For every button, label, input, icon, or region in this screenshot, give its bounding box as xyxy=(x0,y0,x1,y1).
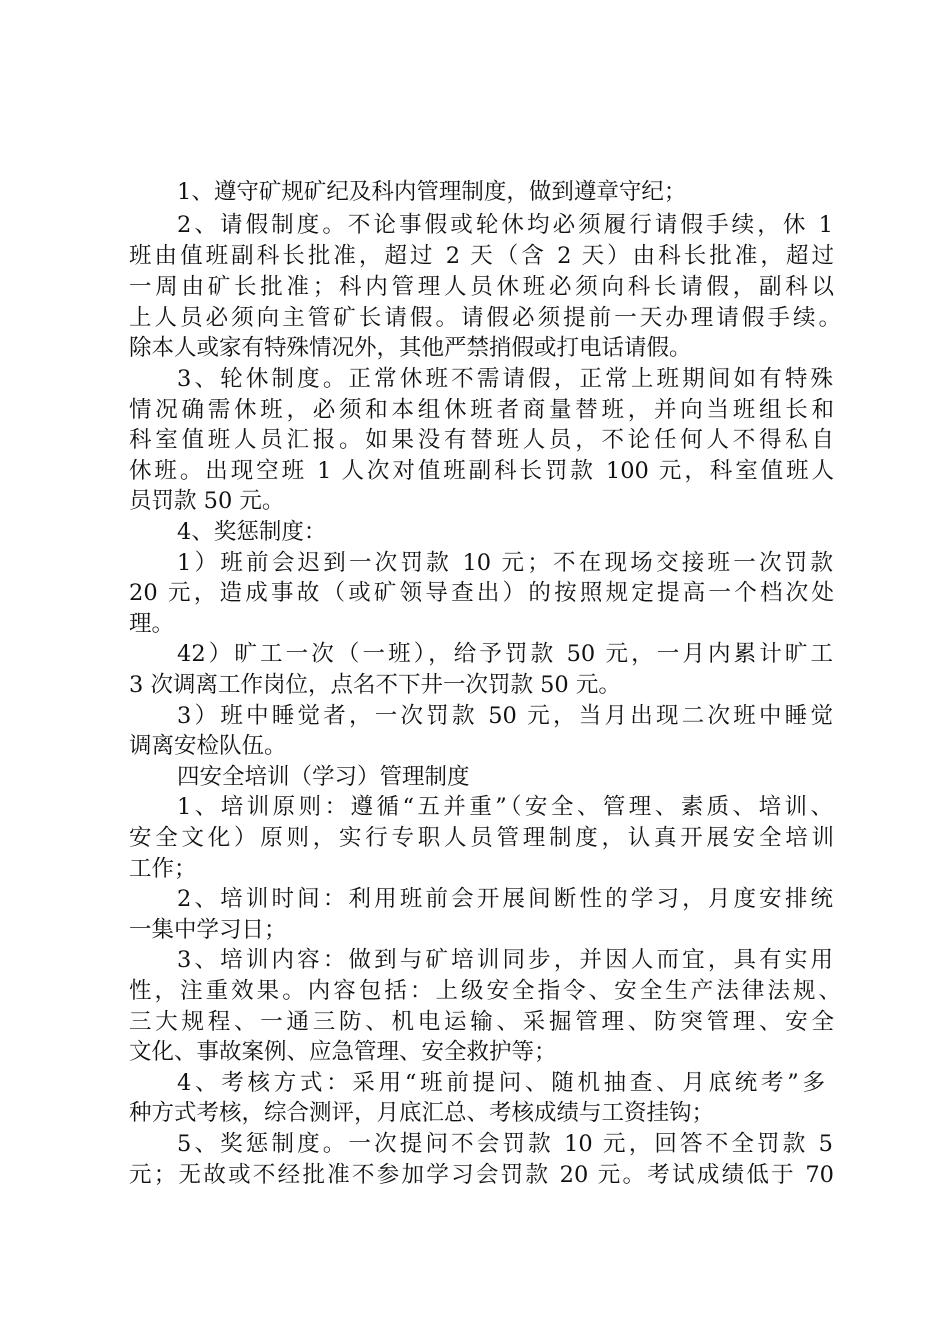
text-line: 调离安检队伍。 xyxy=(129,733,287,759)
text-line: 5、奖惩制度。一次提问不会罚款 10 元，回答不全罚款 5 xyxy=(177,1131,833,1157)
text-line: 性，注重效果。内容包括：上级安全指令、安全生产法律法规、 xyxy=(129,978,841,1004)
text-line: 工作； xyxy=(129,856,197,882)
text-line: 一集中学习日； xyxy=(129,917,287,943)
text-line: 4、奖惩制度： xyxy=(177,519,327,545)
text-line: 3、轮休制度。正常休班不需请假，正常上班期间如有特殊 xyxy=(177,366,833,392)
text-line: 3）班中睡觉者，一次罚款 50 元，当月出现二次班中睡觉 xyxy=(177,703,833,729)
text-line: 3、培训内容：做到与矿培训同步，并因人而宜，具有实用 xyxy=(177,947,833,973)
text-line: 情况确需休班，必须和本组休班者商量替班，并向当班组长和 xyxy=(129,397,834,423)
text-line: 一周由矿长批准；科内管理人员休班必须向科长请假，副科以 xyxy=(129,274,834,300)
text-line: 文化、事故案例、应急管理、安全救护等； xyxy=(129,1039,557,1065)
text-line: 上人员必须向主管矿长请假。请假必须提前一天办理请假手续。 xyxy=(129,305,841,331)
section-heading: 四安全培训（学习）管理制度 xyxy=(177,764,470,790)
text-line: 休班。出现空班 1 人次对值班副科长罚款 100 元，科室值班人 xyxy=(129,458,834,484)
text-line: 1）班前会迟到一次罚款 10 元；不在现场交接班一次罚款 xyxy=(177,550,833,576)
text-line: 1、遵守矿规矿纪及科内管理制度，做到遵章守纪； xyxy=(177,179,687,205)
text-line: 20 元，造成事故（或矿领导查出）的按照规定提高一个档次处 xyxy=(129,580,834,606)
text-line: 班由值班副科长批准，超过 2 天（含 2 天）由科长批准，超过 xyxy=(129,243,834,269)
text-line: 元；无故或不经批准不参加学习会罚款 20 元。考试成绩低于 70 xyxy=(129,1162,834,1188)
text-line: 2、请假制度。不论事假或轮休均必须履行请假手续，休 1 xyxy=(177,212,833,238)
text-line: 三大规程、一通三防、机电运输、采掘管理、防突管理、安全 xyxy=(129,1009,834,1035)
text-line: 种方式考核，综合测评，月底汇总、考核成绩与工资挂钩； xyxy=(129,1100,715,1126)
text-line: 2、培训时间：利用班前会开展间断性的学习，月度安排统 xyxy=(177,886,833,912)
text-line: 4、考核方式：采用“班前提问、随机抽查、月底统考”多 xyxy=(177,1070,825,1096)
text-line: 1、培训原则：遵循“五并重”（安全、管理、素质、培训、 xyxy=(177,794,833,820)
text-line: 安全文化）原则，实行专职人员管理制度，认真开展安全培训 xyxy=(129,825,834,851)
text-line: 42）旷工一次（一班），给予罚款 50 元，一月内累计旷工 xyxy=(177,641,833,667)
text-line: 理。 xyxy=(129,611,175,637)
text-line: 除本人或家有特殊情况外，其他严禁捎假或打电话请假。 xyxy=(129,335,692,361)
text-line: 科室值班人员汇报。如果没有替班人员，不论任何人不得私自 xyxy=(129,427,834,453)
text-line: 员罚款 50 元。 xyxy=(129,488,285,514)
text-line: 3 次调离工作岗位，点名不下井一次罚款 50 元。 xyxy=(129,672,621,698)
